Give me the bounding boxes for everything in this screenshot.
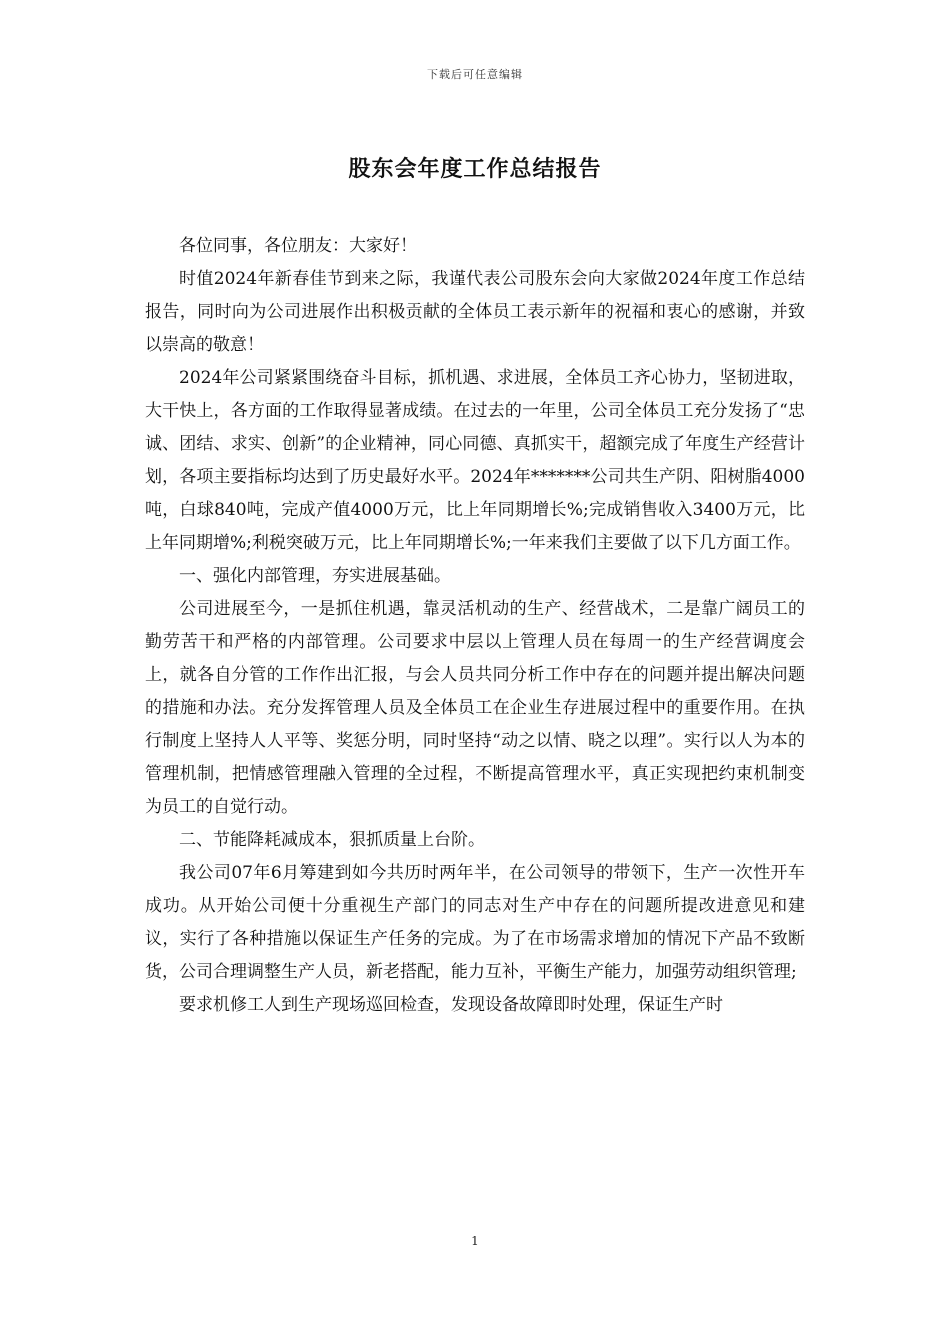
paragraph-production: 我公司07年6月筹建到如今共历时两年半，在公司领导的带领下，生产一次性开车成功。从开始公司便十分重视生产部门的同志对生产中存在的问题所提改进意见和建议，实行了各种措施以保证生产任务的完成。为了在市场需求增加的情况下产品不致断货，公司合理调整生产人员，新老搭配，能力互补，平衡生产能力，加强劳动组织管理; <box>145 863 805 982</box>
page-number: 1 <box>471 1234 479 1248</box>
paragraph-achievements: 2024年公司紧紧围绕奋斗目标，抓机遇、求进展，全体员工齐心协力，坚韧进取，大干快上，各方面的工作取得显著成绩。在过去的一年里，公司全体员工充分发扬了“忠诚、团结、求实、创新”的企业精神，同心同德、真抓实干，超额完成了年度生产经营计划，各项主要指标均达到了历史最好水平。2024年*******公司共生产阴、阳树脂4000吨，白球840吨，完成产值4000万元，比上年同期增长%;完成销售收入3400万元，比上年同期增%;利税突破万元，比上年同期增长%;一年来我们主要做了以下几方面工作。 <box>145 368 805 553</box>
section-heading-cost-quality: 二、节能降耗减成本，狠抓质量上台阶。 <box>179 830 485 850</box>
document-title: 股东会年度工作总结报告 <box>348 156 602 182</box>
section-heading-management: 一、强化内部管理，夯实进展基础。 <box>179 566 451 586</box>
page-header-note: 下载后可任意编辑 <box>427 68 523 81</box>
paragraph-greeting: 各位同事，各位朋友：大家好！ <box>179 236 417 256</box>
paragraph-management: 公司进展至今，一是抓住机遇，靠灵活机动的生产、经营战术，二是靠广阔员工的勤劳苦干和严格的内部管理。公司要求中层以上管理人员在每周一的生产经营调度会上，就各自分管的工作作出汇报，与会人员共同分析工作中存在的问题并提出解决问题的措施和办法。充分发挥管理人员及全体员工在企业生存进展过程中的重要作用。在执行制度上坚持人人平等、奖惩分明，同时坚持“动之以情、晓之以理”。实行以人为本的管理机制，把情感管理融入管理的全过程，不断提高管理水平，真正实现把约束机制变为员工的自觉行动。 <box>145 599 805 817</box>
paragraph-maintenance: 要求机修工人到生产现场巡回检查，发现设备故障即时处理，保证生产时 <box>179 995 723 1015</box>
document-body <box>145 230 805 1022</box>
paragraph-opening: 时值2024年新春佳节到来之际，我谨代表公司股东会向大家做2024年度工作总结报告，同时向为公司进展作出积极贡献的全体员工表示新年的祝福和衷心的感谢，并致以崇高的敬意！ <box>145 269 805 355</box>
